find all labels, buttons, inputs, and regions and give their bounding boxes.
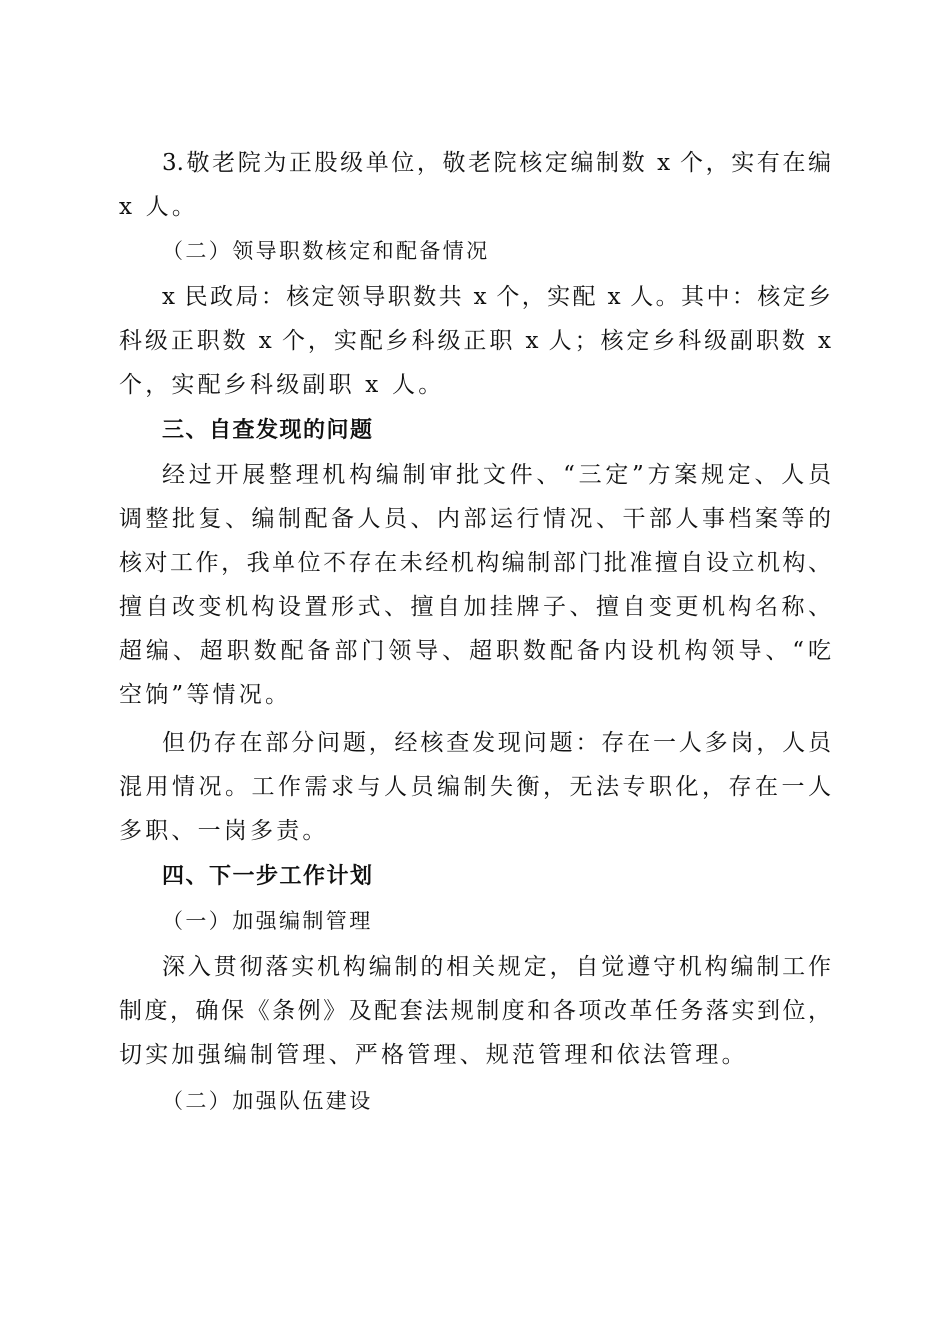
text-line: x 人。 <box>119 194 199 220</box>
paragraph-leadership <box>119 275 831 407</box>
heading-next-steps <box>119 855 831 899</box>
text-line: 空饷”等情况。 <box>119 682 292 708</box>
paragraph-checks <box>119 453 831 717</box>
text-line: 深入贯彻落实机构编制的相关规定，自觉遵守机构编制工作 <box>162 954 831 980</box>
text-line: 核对工作，我单位不存在未经机构编制部门批准擅自设立机构、 <box>119 550 831 576</box>
section-subheading: （一）加强编制管理 <box>162 909 373 933</box>
text-line: 擅自改变机构设置形式、擅自加挂牌子、擅自变更机构名称、 <box>119 594 831 620</box>
section-subheading: （二）加强队伍建设 <box>162 1089 373 1113</box>
text-line: x 民政局：核定领导职数共 x 个，实配 x 人。其中：核定乡 <box>162 284 831 310</box>
text-line: 混用情况。工作需求与人员编制失衡，无法专职化，存在一人 <box>119 774 831 800</box>
paragraph-staffing <box>119 945 831 1077</box>
subheading-leadership <box>119 229 831 273</box>
section-heading: 四、下一步工作计划 <box>162 864 374 889</box>
text-line: 超编、超职数配备部门领导、超职数配备内设机构领导、“吃 <box>119 638 831 664</box>
text-line: 切实加强编制管理、严格管理、规范管理和依法管理。 <box>119 1042 748 1068</box>
paragraph-issues <box>119 721 831 853</box>
text-line: 个，实配乡科级副职 x 人。 <box>119 372 445 398</box>
text-line: 经过开展整理机构编制审批文件、“三定”方案规定、人员 <box>162 462 831 488</box>
paragraph-nursing-home <box>119 141 831 229</box>
text-line: 科级正职数 x 个，实配乡科级正职 x 人；核定乡科级副职数 x <box>119 328 831 354</box>
subheading-staffing <box>119 899 831 943</box>
text-line: 调整批复、编制配备人员、内部运行情况、干部人事档案等的 <box>119 506 831 532</box>
heading-problems <box>119 409 831 453</box>
section-subheading: （二）领导职数核定和配备情况 <box>162 239 490 263</box>
text-line: 多职、一岗多责。 <box>119 818 329 844</box>
section-heading: 三、自查发现的问题 <box>162 418 374 443</box>
subheading-team <box>119 1079 831 1123</box>
text-line: 但仍存在部分问题，经核查发现问题：存在一人多岗，人员 <box>162 730 831 756</box>
text-line: 制度，确保《条例》及配套法规制度和各项改革任务落实到位， <box>119 998 831 1024</box>
text-line: 3.敬老院为正股级单位，敬老院核定编制数 x 个，实有在编 <box>162 150 831 176</box>
